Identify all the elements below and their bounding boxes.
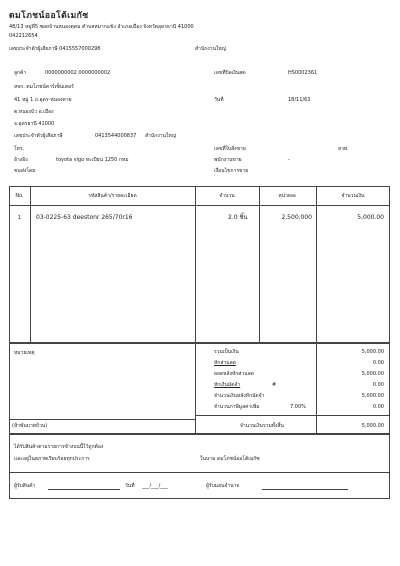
company-address: 48/13 หมู่ที่5 ซอยบ้านหนองตุคม ตำบลหมากแข้ง อำเภอเมือง จังหวัดอุดรธานี 41000 (9, 24, 194, 30)
vat-rate: 7.00% (290, 404, 306, 410)
header-unit-price: หน่วยละ (278, 193, 297, 199)
after-deposit-label: จำนวนเงินหลังหักมัดจำ (214, 393, 265, 399)
company-signature-line: ในนาม ดมโภชน์ออโต้เมกัซ (200, 456, 260, 462)
company-tax-id: เลขประจำตัวผู้เสียภาษี 0415557000298 (9, 46, 101, 52)
receiver-signature-line (48, 489, 120, 490)
row-amount: 5,000.00 (357, 214, 384, 221)
discount-value: 0.00 (372, 360, 384, 366)
summary-total-divider (195, 415, 390, 416)
summary-box (9, 343, 390, 434)
grand-total-value: 5,000.00 (361, 423, 384, 429)
row-unit-price: 2,500.000 (281, 214, 312, 221)
after-discount-value: 5,000.00 (361, 371, 384, 377)
customer-tax-label: เลขประจำตัวผู้เสียภาษี (14, 133, 63, 139)
column-divider (30, 186, 31, 343)
salesperson-label: พนักงานขาย (214, 157, 242, 163)
row-description: 03-0225-63 deestonr 265/70r16 (36, 214, 133, 221)
remark-label: หมายเหตุ (14, 350, 35, 356)
column-divider (195, 186, 196, 343)
subtotal-value: 5,000.00 (361, 349, 384, 355)
header-quantity: จำนวน (219, 193, 235, 199)
customer-name: หจก. ดมโภชน์คาร์เซ็นเตอร์ (14, 84, 74, 90)
date-value: 18/11/63 (288, 97, 311, 103)
credit-label: ลวท. (338, 146, 349, 152)
summary-divider (316, 343, 317, 434)
reference-value: toyota vigo ทะเบียน 1250 กทม (56, 157, 129, 163)
customer-address-line3: จ.อุดรธานี 41000 (14, 121, 55, 127)
salesperson-value: - (288, 157, 290, 163)
shipping-label: ขนส่งโดย (14, 168, 36, 174)
deposit-mark: # (272, 382, 277, 388)
row-no: 1 (17, 215, 22, 221)
customer-phone-label: โทร. (14, 146, 25, 152)
authorized-label: ผู้รับมอบอำนาจ (206, 483, 240, 489)
customer-address-line2: ต.หนองบัว อ.เมือง (14, 109, 54, 115)
receive-date-label: วันที่ (125, 483, 135, 489)
amount-in-words: (ห้าพันบาทถ้วน) (12, 423, 48, 429)
header-amount: จำนวนเงิน (341, 193, 365, 199)
after-discount-label: ยอดหลังหักส่วนลด (214, 371, 254, 377)
receiver-label: ผู้รับสินค้า (14, 483, 36, 489)
customer-address-line1: 41 หมู่ 1 ถ.อุดร-หนองคาย (14, 97, 72, 103)
sales-condition-label: เงื่อนไขการขาย (214, 168, 249, 174)
date-label: วันที่ (214, 97, 224, 103)
received-note-line2: และอยู่ในสภาพเรียบร้อยทุกประการ (14, 456, 90, 462)
receive-date-blank: ___/___/___ (142, 483, 168, 489)
row-quantity: 2.0 ชิ้น (228, 214, 248, 221)
column-divider (316, 186, 317, 343)
after-deposit-value: 5,000.00 (361, 393, 384, 399)
discount-label: หักส่วนลด (214, 360, 236, 366)
column-divider (259, 186, 260, 343)
bill-number-value: HS0002361 (288, 70, 318, 76)
deposit-label: หักเงินมัดจำ (214, 382, 241, 388)
summary-divider (195, 343, 196, 434)
vat-value: 0.00 (372, 404, 384, 410)
customer-code-value: 0000000002 0000000002 (45, 70, 111, 76)
vat-label: จำนวนภาษีมูลค่าเพิ่ม (214, 404, 260, 410)
header-no: No. (15, 193, 24, 199)
company-name: ดมโภชน์ออโต้เมกัซ (9, 11, 89, 21)
summary-text-divider (9, 419, 195, 420)
sales-order-label: เลขที่ใบสั่งขาย (214, 146, 246, 152)
reference-label: อ้างอิง (14, 157, 28, 163)
header-description: รหัสสินค้า/รายละเอียด (88, 193, 137, 199)
customer-tax-value: 0413544000837 (95, 133, 137, 139)
footer-divider (9, 472, 390, 473)
items-table (9, 186, 390, 343)
table-header-divider (9, 205, 390, 206)
bill-number-label: เลขที่บิลเงินสด (214, 70, 246, 76)
company-phone: 042212654 (9, 33, 38, 39)
deposit-value: 0.00 (372, 382, 384, 388)
subtotal-label: รวมเป็นเงิน (214, 349, 239, 355)
company-branch: สำนักงานใหญ่ (195, 46, 226, 52)
customer-tax-branch: สำนักงานใหญ่ (145, 133, 176, 139)
grand-total-label: จำนวนเงินรวมทั้งสิ้น (240, 423, 284, 429)
received-note-line1: ได้รับสินค้าตามรายการข้างบนนี้ไว้ถูกต้อง (14, 444, 104, 450)
customer-code-label: ลูกค้า (14, 70, 27, 76)
authorized-signature-line (262, 489, 348, 490)
